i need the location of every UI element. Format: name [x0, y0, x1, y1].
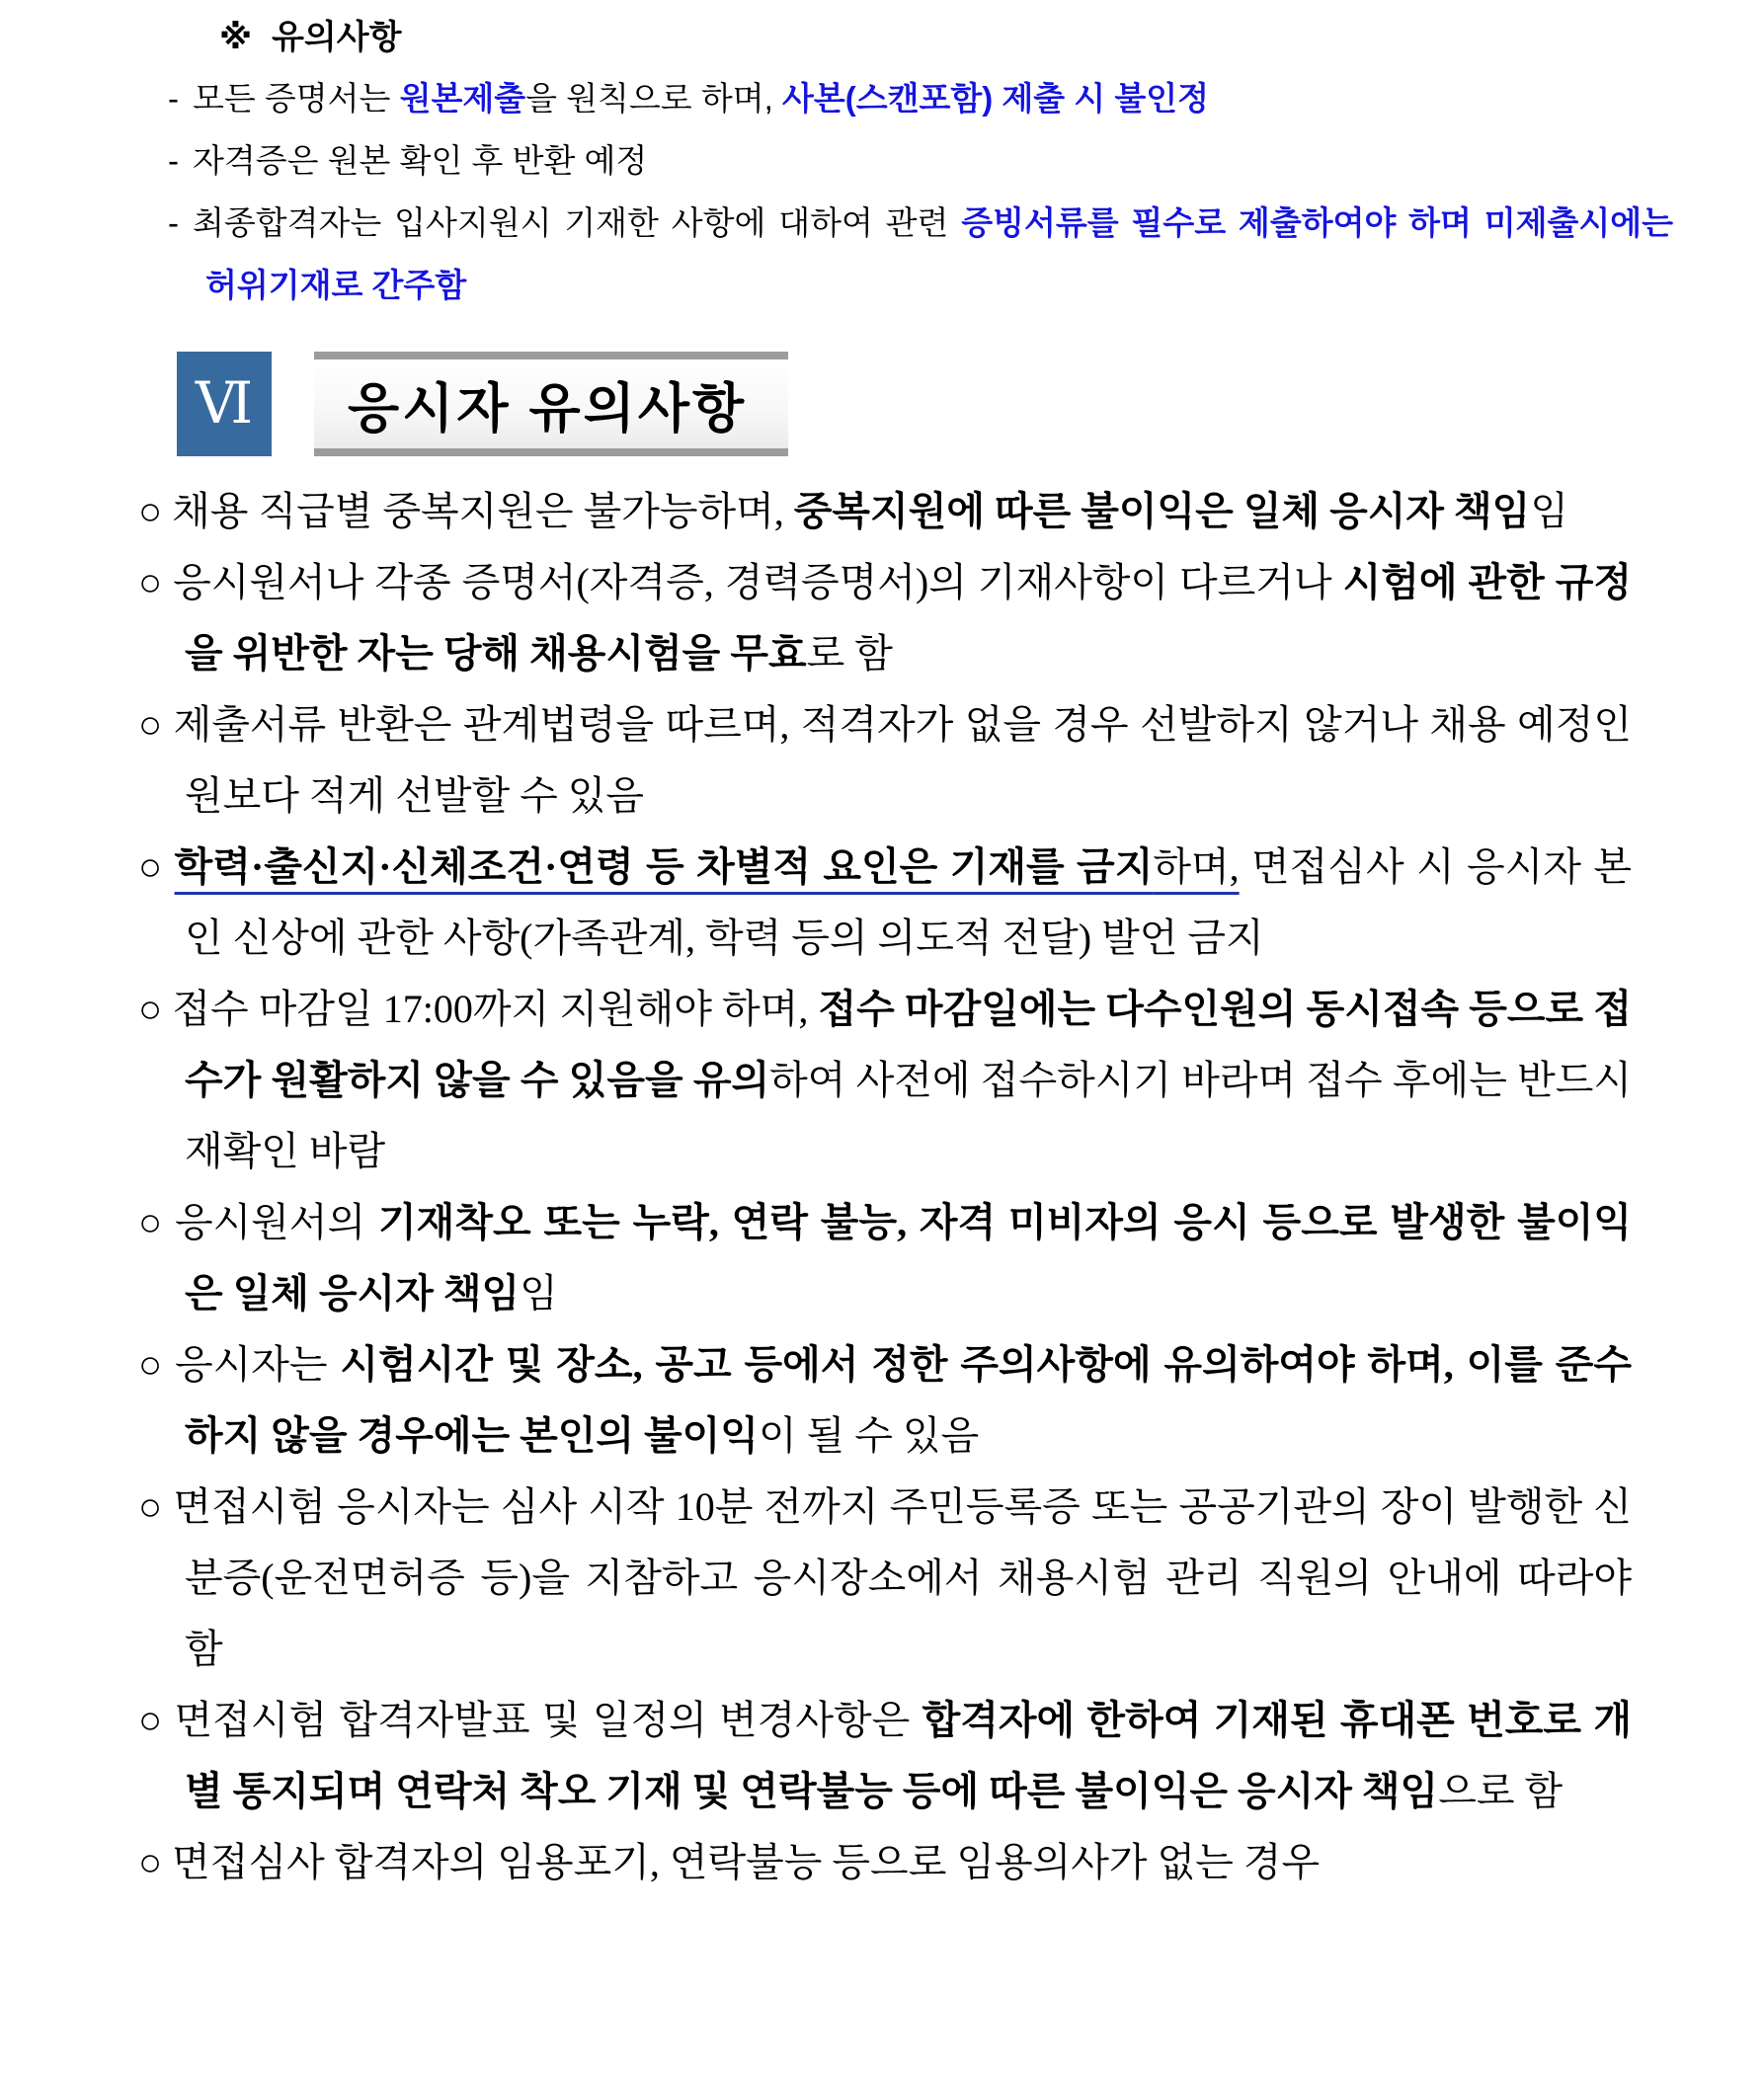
notice-item	[138, 547, 1632, 689]
text-run: 하여 사전에 접수하시기 바라며 접수 후에는 반드시 재확인 바람	[185, 1058, 1632, 1173]
text-run: 면접시험 합격자발표 및 일정의 변경사항은	[174, 1698, 922, 1742]
notice-item	[138, 1685, 1632, 1827]
text-run: 으로 함	[1438, 1769, 1564, 1813]
notes-title	[219, 8, 1764, 67]
circle-bullet-icon: ○	[138, 489, 163, 533]
page-title: 응시자 유의사항	[348, 378, 748, 439]
dash-marker: -	[168, 80, 179, 117]
notice-item	[138, 476, 1632, 547]
notice-item	[138, 1187, 1632, 1329]
text-run: 면접심사 합격자의 임용포기, 연락불능 등으로 임용의사가 없는 경우	[172, 1840, 1321, 1884]
notice-item	[138, 1472, 1632, 1685]
text-run: 기재착오 또는 누락, 연락 불능, 자격 미비자의 응시 등으로 발생한 불이익은 일체 응시자 책임	[185, 1200, 1632, 1316]
circle-bullet-icon: ○	[138, 1840, 163, 1884]
notice-item	[138, 1827, 1632, 1898]
text-run: 면접심사 시 응시자 본인 신상에 관한 사항(가족관계, 학력 등의 의도적 전달) 발언 금지	[185, 844, 1632, 960]
circle-bullet-icon: ○	[138, 987, 163, 1031]
circle-bullet-icon: ○	[138, 560, 164, 604]
text-run: 응시원서의	[175, 1200, 379, 1244]
text-run: 합격자에 한하여 기재된 휴대폰 번호로 개별 통지되며 연락처 착오 기재 및 연락불능 등에 따른 불이익은 응시자 책임	[185, 1698, 1632, 1813]
text-run: 임	[1530, 489, 1568, 533]
notes-section	[0, 0, 1764, 316]
text-run: 을 원칙으로 하며,	[525, 80, 782, 117]
reference-mark-icon: ※	[219, 19, 253, 56]
notes-title-text: 유의사항	[272, 19, 402, 56]
text-run: 하며,	[1153, 844, 1240, 889]
text-run: 채용 직급별 중복지원은 불가능하며,	[172, 489, 794, 533]
text-run: 중복지원에 따른 불이익은 일체 응시자 책임	[793, 489, 1531, 533]
text-run: 임	[520, 1271, 558, 1316]
notice-item	[138, 689, 1632, 832]
text-run: 제출서류 반환은 관계법령을 따르며, 적격자가 없을 경우 선발하지 않거나 채용 예정인원보다 적게 선발할 수 있음	[173, 702, 1632, 818]
dash-marker: -	[168, 204, 179, 241]
notes-items	[0, 67, 1764, 316]
text-run: 시험시간 및 장소, 공고 등에서 정한 주의사항에 유의하여야 하며, 이를 준수하지 않을 경우에는 본인의 불이익	[185, 1342, 1632, 1458]
note-item	[168, 192, 1673, 316]
text-run: 로 함	[806, 631, 893, 676]
circle-bullet-icon: ○	[138, 1698, 165, 1742]
text-run: 모든 증명서는	[193, 80, 400, 117]
circle-bullet-icon: ○	[138, 1200, 165, 1244]
section-title-box	[314, 352, 788, 456]
circle-bullet-icon: ○	[138, 844, 165, 889]
notice-list	[138, 476, 1632, 1898]
text-run: 이 될 수 있음	[758, 1413, 980, 1458]
circle-bullet-icon: ○	[138, 702, 164, 747]
section-number-box	[177, 352, 272, 456]
notice-item	[138, 832, 1632, 974]
text-run: 증빙서류를 필수로 제출하여야 하며 미제출시에는 허위기재로 간주함	[205, 204, 1673, 303]
note-item	[168, 129, 1673, 192]
section-number: Ⅵ	[195, 371, 254, 436]
text-run: 시험에 관한 규정을 위반한 자는 당해 채용시험을 무효	[185, 560, 1632, 676]
text-run: 자격증은 원본 확인 후 반환 예정	[193, 142, 648, 179]
text-run: 최종합격자는 입사지원시 기재한 사항에 대하여 관련	[193, 204, 962, 241]
notice-item	[138, 974, 1632, 1187]
circle-bullet-icon: ○	[138, 1484, 164, 1529]
text-run: 면접시험 응시자는 심사 시작 10분 전까지 주민등록증 또는 공공기관의 장이 발행한 신분증(운전면허증 등)을 지참하고 응시장소에서 채용시험 관리 직원의 안내에 따라야 함	[173, 1484, 1632, 1671]
text-run: 원본제출	[399, 80, 526, 117]
dash-marker: -	[168, 142, 179, 179]
text-run: 응시원서나 각종 증명서(자격증, 경력증명서)의 기재사항이 다르거나	[173, 560, 1343, 604]
notice-item	[138, 1329, 1632, 1472]
text-run: 학력·출신지·신체조건·연령 등 차별적 요인은 기재를 금지	[174, 844, 1154, 889]
text-run: 접수 마감일에는 다수인원의 동시접속 등으로 접수가 원활하지 않을 수 있음을 유의	[185, 987, 1632, 1102]
text-run: 접수 마감일 17:00까지 지원해야 하며,	[172, 987, 819, 1031]
note-item	[168, 67, 1673, 129]
section-header	[177, 352, 1764, 456]
circle-bullet-icon: ○	[138, 1342, 165, 1387]
text-run: 사본(스캔포함) 제출 시 불인정	[781, 80, 1209, 117]
text-run: 응시자는	[175, 1342, 341, 1387]
